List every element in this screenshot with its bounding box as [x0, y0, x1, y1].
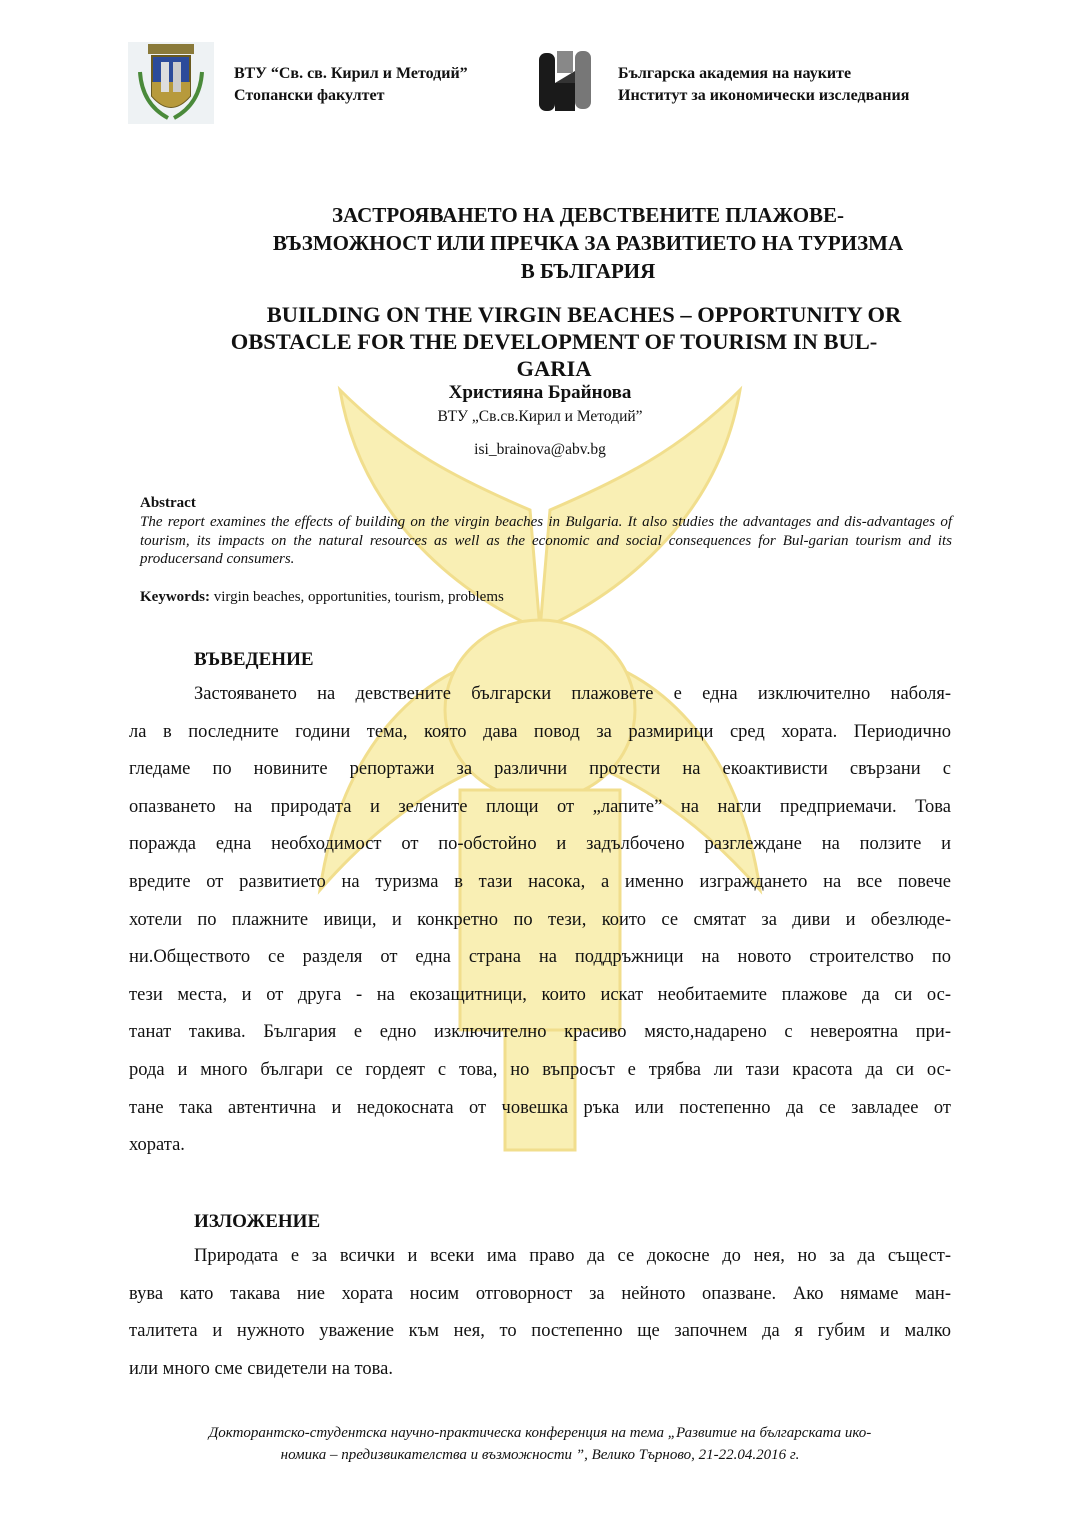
faculty-name: Стопански факултет [234, 87, 385, 104]
author-affiliation: ВТУ „Св.св.Кирил и Методий” [437, 408, 643, 425]
university-crest-logo [128, 42, 214, 124]
author-email: isi_brainova@abv.bg [474, 441, 606, 458]
footer-line: номика – предизвикателства и възможности ”, Велико Търново, 21-22.04.2016 г. [280, 1447, 800, 1463]
keywords-value: virgin beaches, opportunities, tourism, problems [210, 589, 504, 605]
paragraph-line: поражда една необходимост от по-обстойно и задълбочено разглеждане на ползите и [129, 834, 951, 855]
paragraph-line: ни.Обществото се разделя от една страна на поддръжници на новото строителство по [129, 947, 951, 968]
paragraph-line: ла в последните години тема, която дава повод за размирици сред хората. Периодично [129, 721, 951, 742]
abstract-heading: Abstract [140, 495, 196, 511]
header-right [618, 63, 909, 107]
paragraph-line: Застояването на девствените български плажовете е една изключително наболя- [194, 684, 951, 704]
title-en-line: GARIA [516, 356, 592, 381]
paragraph-line: талитета и нужното уважение към нея, то постепенно ще започнем да я губим и малко [129, 1321, 951, 1342]
paragraph-line: Природата е за всички и всеки има право да се докосне до нея, но за да същест- [194, 1246, 951, 1266]
paragraph-line: хотели по плажните ивици, и конкретно по тези, които се смятат за диви и обезлюде- [129, 909, 951, 930]
paragraph-line: тези места, и от друга - на екозащитници, които искат необитаемите плажове да си ос- [129, 984, 951, 1005]
section-heading-introduction: ВЪВЕДЕНИЕ [194, 649, 314, 670]
paragraph-line: вува като такава ние хората носим отговорност за нейното опазване. Ако нямаме ман- [129, 1283, 951, 1304]
page-footer [120, 1422, 960, 1466]
keywords [140, 588, 952, 607]
title-bg-line: ЗАСТРОЯВАНЕТО НА ДЕВСТВЕНИТЕ ПЛАЖОВЕ- [331, 203, 845, 227]
paragraph-line: танат такива. България е едно изключително красиво място,надарено с невероятна при- [129, 1022, 951, 1043]
paragraph-line: хората. [129, 1135, 185, 1156]
title-en-line: OBSTACLE FOR THE DEVELOPMENT OF TOURISM IN BUL- [230, 329, 878, 354]
paragraph-line: вредите от развитието на туризма в тази насока, а именно изграждането на все повече [129, 872, 951, 892]
university-name: ВТУ “Св. св. Кирил и Методий” [234, 65, 468, 82]
paragraph-line: тане така автентична и недокосната от човешка ръка или постепенно да се завладее от [129, 1097, 951, 1118]
title-english [14, 301, 1080, 382]
keywords-label: Keywords: [140, 589, 210, 605]
title-bulgarian [48, 201, 1080, 285]
paragraph-line: рода и много българи се гордеят с това, но въпросът е трябва ли тази красота да си ос- [129, 1060, 951, 1080]
abstract-text: The report examines the effects of building on the virgin beaches in Bulgaria. It also studies the advantages and dis-advantages of tourism, its impacts on the natural resources as well as the economic and social consequences for Bul-garian tourism and its producersand consumers. [140, 514, 952, 567]
title-bg-line: ВЪЗМОЖНОСТ ИЛИ ПРЕЧКА ЗА РАЗВИТИЕТО НА ТУРИЗМА [272, 231, 904, 255]
institute-name: Институт за икономически изследвания [618, 87, 910, 104]
header-left [234, 63, 468, 107]
institute-logo [537, 49, 595, 120]
paragraph-line: гледаме по новините репортажи за различни протести на екоактивисти свързани с [129, 759, 951, 780]
paragraph-line: опазването на природата и зелените площи от „лапите” на нагли предприемачи. Това [129, 796, 951, 817]
author-name: Християна Брайнова [448, 382, 632, 403]
academy-name: Българска академия на науките [618, 65, 852, 82]
section-heading-exposition: ИЗЛОЖЕНИЕ [194, 1211, 321, 1232]
title-en-line: BUILDING ON THE VIRGIN BEACHES – OPPORTUNITY OR [266, 302, 902, 327]
paragraph-line: или много сме свидетели на това. [129, 1358, 393, 1379]
footer-line: Докторантско-студентска научно-практическа конференция на тема „Развитие на българската ико- [208, 1425, 872, 1441]
title-bg-line: В БЪЛГАРИЯ [520, 259, 656, 283]
